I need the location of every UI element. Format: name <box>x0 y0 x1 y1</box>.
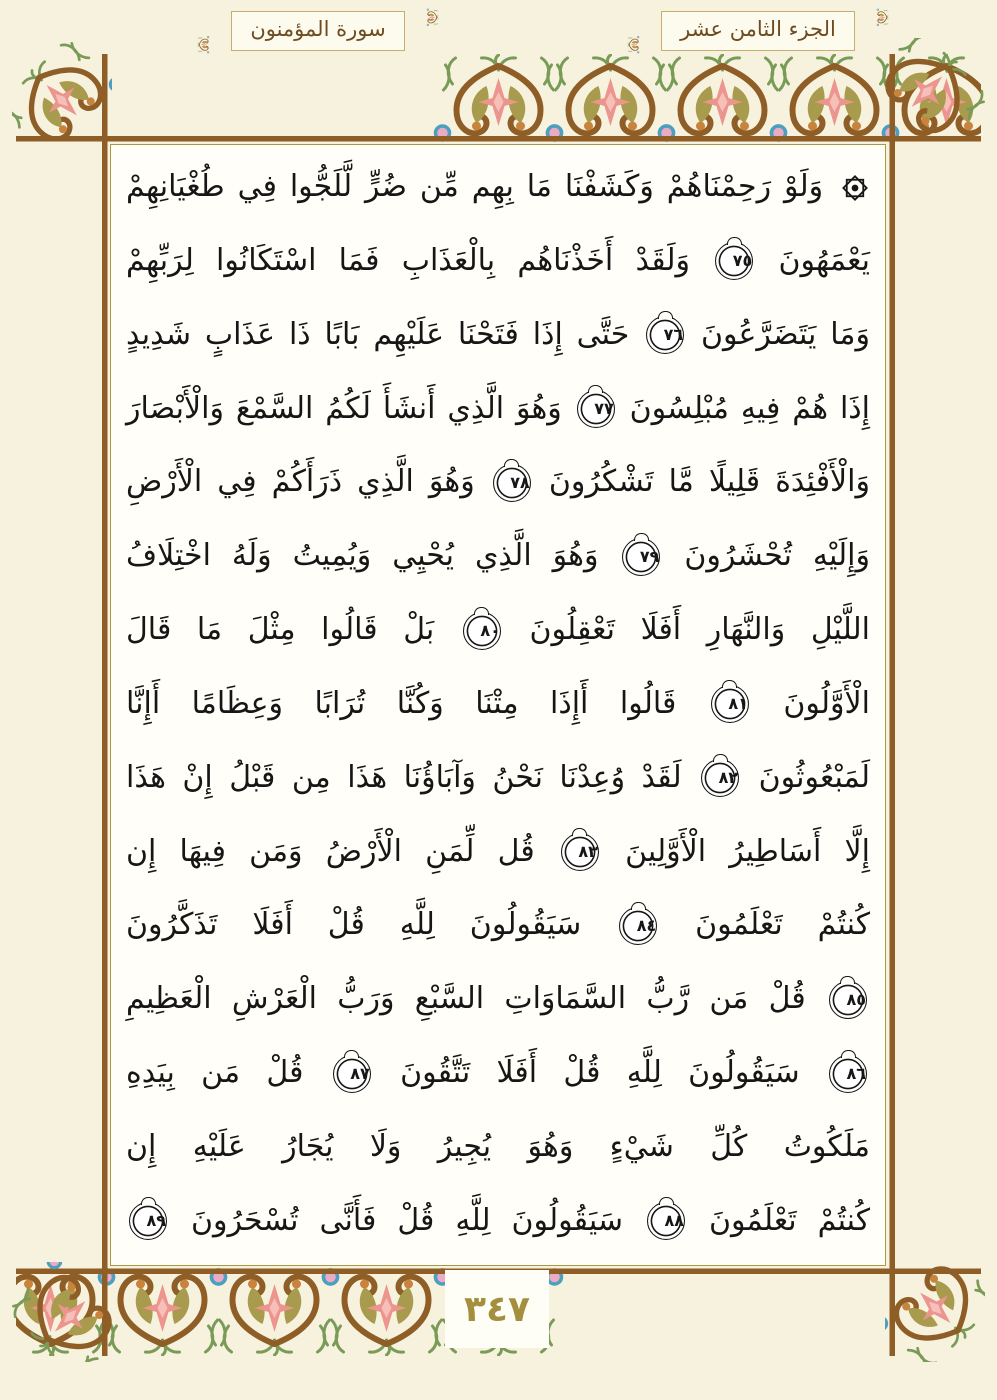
border-ornament-top <box>16 54 981 142</box>
border-ornament-right <box>889 54 977 1356</box>
verse-number-badge: ٧٥ <box>715 242 753 280</box>
rub-el-hizb-icon <box>840 173 870 203</box>
quran-line <box>126 1112 870 1184</box>
quran-line <box>126 300 870 372</box>
verse-number-badge: ٧٦ <box>646 316 684 354</box>
quran-line <box>126 1038 870 1110</box>
quran-line <box>126 743 870 815</box>
corner-ornament-top-right <box>885 38 985 138</box>
verse-number-badge: ٨٩ <box>129 1202 167 1240</box>
verse-text: لَمَبْعُوثُونَ <box>758 759 871 795</box>
verse-number-badge: ٨٢ <box>701 759 739 797</box>
verse-text: مَلَكُوتُ كُلِّ شَيْءٍ وَهُوَ يُجِيرُ وَلَا يُجَارُ عَلَيْهِ إِن <box>126 1128 870 1164</box>
verse-text: الْأَوَّلُونَ <box>783 685 870 721</box>
verse-number-badge: ٨٨ <box>647 1202 685 1240</box>
verse-number-badge: ٨٤ <box>619 907 657 945</box>
verse-number-badge: ٨٣ <box>561 833 599 871</box>
rub-el-hizb-marker <box>840 173 870 203</box>
verse-text: وَلَوْ رَحِمْنَاهُمْ وَكَشَفْنَا مَا بِهِم مِّن ضُرٍّ لَّلَجُّوا فِي طُغْيَانِهِمْ <box>126 169 824 204</box>
surah-cartouche <box>168 8 468 54</box>
quran-line <box>126 226 870 298</box>
ornament-finial-icon <box>621 7 661 55</box>
quran-line <box>126 964 870 1036</box>
quran-line <box>126 817 870 889</box>
verse-text: قَالُوا أَإِذَا مِتْنَا وَكُنَّا تُرَابًا وَعِظَامًا أَإِنَّا <box>126 685 677 721</box>
border-ornament-left <box>20 54 108 1356</box>
quran-line <box>126 521 870 593</box>
verse-number-badge: ٨٧ <box>333 1055 371 1093</box>
verse-number-badge: ٧٧ <box>577 390 615 428</box>
verse-text: وَمَا يَتَضَرَّعُونَ <box>701 316 870 352</box>
verse-text: وَالْأَفْئِدَةَ قَلِيلًا مَّا تَشْكُرُونَ <box>548 464 870 500</box>
ornament-finial-icon <box>405 7 445 55</box>
verse-text: إِذَا هُمْ فِيهِ مُبْلِسُونَ <box>629 390 871 426</box>
verse-number-badge: ٨٦ <box>829 1055 867 1093</box>
corner-ornament-top-left <box>12 38 112 138</box>
juz-cartouche <box>608 8 908 54</box>
verse-number-badge: ٧٩ <box>622 538 660 576</box>
verse-text: اللَّيْلِ وَالنَّهَارِ أَفَلَا تَعْقِلُونَ <box>529 612 870 648</box>
verse-text: قُل لِّمَنِ الْأَرْضُ وَمَن فِيهَا إِن <box>126 833 535 869</box>
verse-number-badge: ٧٨ <box>493 464 531 502</box>
verse-text: وَهُوَ الَّذِي أَنشَأَ لَكُمُ السَّمْعَ وَالْأَبْصَارَ <box>126 390 562 426</box>
quran-line <box>126 374 870 446</box>
verse-text: إِلَّا أَسَاطِيرُ الْأَوَّلِينَ <box>625 833 870 869</box>
verse-text: كُنتُمْ تَعْلَمُونَ <box>709 1202 870 1238</box>
quran-line <box>126 890 870 962</box>
verse-number-badge: ٨١ <box>711 685 749 723</box>
page-number: ٣٤٧ <box>464 1288 530 1330</box>
quran-text-block <box>126 152 870 1258</box>
ornament-finial-icon <box>191 7 231 55</box>
juz-title: الجزء الثامن عشر <box>661 11 855 50</box>
corner-ornament-bottom-left <box>12 1262 112 1362</box>
corner-ornament-bottom-right <box>885 1262 985 1362</box>
verse-text: وَهُوَ الَّذِي يُحْيِي وَيُمِيتُ وَلَهُ اخْتِلَافُ <box>126 538 599 574</box>
verse-text: سَيَقُولُونَ لِلَّهِ قُلْ فَأَنَّى تُسْحَرُونَ <box>190 1202 624 1238</box>
verse-number-badge: ٨٠ <box>463 612 501 650</box>
verse-text: بَلْ قَالُوا مِثْلَ مَا قَالَ <box>126 612 435 648</box>
verse-text: لَقَدْ وُعِدْنَا نَحْنُ وَآبَاؤُنَا هَذَا مِن قَبْلُ إِنْ هَذَا <box>126 759 682 795</box>
surah-title: سورة المؤمنون <box>231 11 404 50</box>
verse-text: وَهُوَ الَّذِي ذَرَأَكُمْ فِي الْأَرْضِ <box>126 464 475 500</box>
verse-text: سَيَقُولُونَ لِلَّهِ قُلْ أَفَلَا تَتَّقُونَ <box>400 1055 800 1091</box>
quran-line <box>126 1186 870 1258</box>
verse-text: يَعْمَهُونَ <box>778 242 870 278</box>
verse-text: قُلْ مَن بِيَدِهِ <box>126 1055 304 1091</box>
quran-line <box>126 669 870 741</box>
verse-text: حَتَّى إِذَا فَتَحْنَا عَلَيْهِم بَابًا ذَا عَذَابٍ شَدِيدٍ <box>126 316 630 352</box>
quran-line <box>126 595 870 667</box>
quran-line <box>126 447 870 519</box>
verse-text: وَلَقَدْ أَخَذْنَاهُم بِالْعَذَابِ فَمَا اسْتَكَانُوا لِرَبِّهِمْ <box>126 242 691 278</box>
verse-text: وَإِلَيْهِ تُحْشَرُونَ <box>684 538 870 574</box>
verse-text: كُنتُمْ تَعْلَمُونَ <box>695 907 870 943</box>
verse-text: سَيَقُولُونَ لِلَّهِ قُلْ أَفَلَا تَذَكَّرُونَ <box>126 907 582 943</box>
quran-line <box>126 152 870 224</box>
page-number-box <box>445 1270 549 1348</box>
verse-text: قُلْ مَن رَّبُّ السَّمَاوَاتِ السَّبْعِ وَرَبُّ الْعَرْشِ الْعَظِيمِ <box>126 981 806 1017</box>
verse-number-badge: ٨٥ <box>829 981 867 1019</box>
